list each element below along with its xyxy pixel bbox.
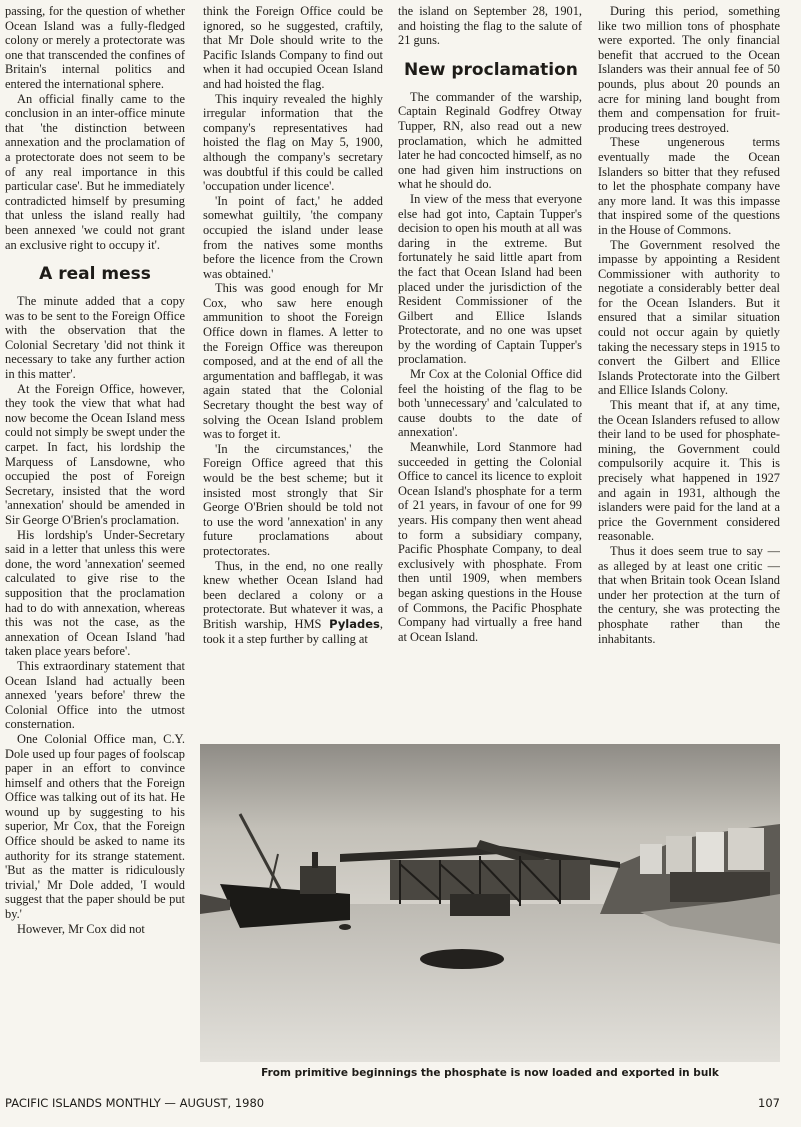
text-run: Thus, in the end, no one really knew whether Ocean Island had been declared a colony or a protectorate. But whatever it was, a British warship, HMS: [203, 558, 383, 631]
section-heading: New proclamation: [404, 59, 578, 80]
paragraph: Meanwhile, Lord Stanmore had succeeded in getting the Colonial Office to cancel its licence to exploit Ocean Island's phosphate for a term of 21 years, in favour of one for 99 years. His company then went ahead to form a subsidiary company, Pacific Phosphate Company, to deal exclusively with phosphate. From then until 1909, when members began asking questions in the House of Commons, the Pacific Phosphate Company had virtually a free hand at Ocean Island.: [398, 440, 582, 644]
paragraph: think the Foreign Office could be ignored, so he suggested, craftily, that Mr Dole should write to the Pacific Islands Company to find out when it had occupied Ocean Island and had hoisted the flag.: [203, 4, 383, 91]
harbour-photo: [200, 744, 780, 1062]
paragraph: During this period, something like two million tons of phosphate were exported. The only financial benefit that accrued to the Ocean Islanders was their annual fee of 50 pounds, plus about 20 pounds an acre for mining land bought from them and compensation for fruit-producing trees destroyed.: [598, 4, 780, 135]
paragraph: The Government resolved the impasse by appointing a Resident Commissioner with authority to negotiate a considerably better deal for the Ocean Islanders. But it ensured that a similar situation could not occur again by quietly taking the necessary steps in 1915 to convert the Gilbert and Ellice Islands Protectorate into the Gilbert and Ellice Islands Colony.: [598, 237, 780, 398]
ship-name: Pylades: [329, 616, 380, 631]
paragraph: passing, for the question of whether Ocean Island was a fully-fledged colony or merely a protectorate was one that transcended the confines of Britain's internal politics and entered the international sphere.: [5, 4, 185, 91]
paragraph: However, Mr Cox did not: [17, 921, 145, 936]
paragraph: This extraordinary statement that Ocean Island had actually been annexed 'years before' threw the Colonial Office into the utmost consternation.: [5, 658, 185, 732]
article-column-3: [398, 4, 582, 738]
paragraph: Mr Cox at the Colonial Office did feel the hoisting of the flag to be both 'unnecessary' and 'calculated to cause doubts to the date of annexation'.: [398, 367, 582, 440]
publication-info: PACIFIC ISLANDS MONTHLY — AUGUST, 1980: [5, 1096, 265, 1110]
paragraph: These ungenerous terms eventually made the Ocean Islanders so bitter that they refused to let the phosphate company have any more land. It was this impasse that inspired some of the questions in the House of Commons.: [598, 135, 780, 237]
section-heading: A real mess: [39, 264, 151, 285]
paragraph: At the Foreign Office, however, they took the view that what had now become the Ocean Island mess could not simply be swept under the carpet. In fact, his lordship the Marquess of Lansdowne, who occupied the post of Foreign Secretary, insisted that the word 'annexation' should be amended in Sir George O'Brien's proclamation.: [5, 381, 185, 527]
paragraph: The commander of the warship, Captain Reginald Godfrey Otway Tupper, RN, also read out a new proclamation, which he admitted later he had concocted himself, as no one had given him instructions on what he should do.: [398, 89, 582, 192]
article-column-1: [5, 4, 185, 1080]
paragraph: 'In the circumstances,' the Foreign Office agreed that this would be the best scheme; but it insisted most strongly that Sir George O'Brien should be told not to use the word 'annexation' in any future proclamations about protectorates.: [203, 441, 383, 558]
paragraph: In view of the mess that everyone else had got into, Captain Tupper's decision to open his mouth at all was daring in the extreme. But fortunately he said little apart from the fact that Ocean Island had been placed under the jurisdiction of the Resident Commissioner of the Gilbert and Ellice Islands Protectorate, and no one was upset by the wording of Captain Tupper's proclamation.: [398, 191, 582, 367]
paragraph: [203, 559, 383, 647]
paragraph: This meant that if, at any time, the Ocean Islanders refused to allow their land to be used for phosphate-mining, the Government could compulsorily acquire it. This is precisely what happened in 1927 and again in 1931, although the islanders were paid for the land at a price the Government considered reasonable.: [598, 398, 780, 544]
page-footer: [5, 1096, 780, 1110]
page-number: 107: [758, 1096, 780, 1110]
paragraph: This was good enough for Mr Cox, who saw here enough ammunition to shoot the Foreign Office down in flames. A letter to the Foreign Office was thereupon composed, and at the end of all the argumentation and bafflegab, it was again stated that the Colonial Secretary thought the best way of solving the Ocean Island problem was to forget it.: [203, 281, 383, 442]
paragraph: One Colonial Office man, C.Y. Dole used up four pages of foolscap paper in an effort to convince himself and others that the Foreign Office was talking out of its hat. He wound up by suggesting to his superior, Mr Cox, that the Foreign Office should be asked to name its authority for its strange statement. 'But as the matter is ridiculously trivial,' Mr Dole added, 'I would suggest that the paper should be put by.': [5, 731, 185, 922]
article-column-4: [598, 4, 780, 738]
paragraph: Thus it does seem true to say — as alleged by at least one critic — that when Britain took Ocean Island under her protection at the turn of the century, she was protecting the phosphate rather than the inhabitants.: [598, 543, 780, 646]
paragraph: The minute added that a copy was to be sent to the Foreign Office with the observation that the Colonial Secretary 'did not think it necessary to take any further action in this matter'.: [5, 294, 185, 382]
paragraph: the island on September 28, 1901, and hoisting the flag to the salute of 21 guns.: [398, 4, 582, 48]
text-run: , took it a step further by calling at: [203, 616, 383, 646]
paragraph: This inquiry revealed the highly irregular information that the company's representatives had hoisted the flag on May 5, 1900, although the company's secretary was doubtful if this could be called 'occupation under licence'.: [203, 91, 383, 194]
paragraph: His lordship's Under-Secretary said in a letter that unless this were done, the word 'annexation' seemed calculated to give rise to the supposition that the proclamation had to do with annexation, whereas this was not the case, as the annexation of Ocean Island 'had taken place years before'.: [5, 527, 185, 659]
article-column-2: [203, 4, 383, 748]
photo-caption: From primitive beginnings the phosphate is now loaded and exported in bulk: [261, 1067, 719, 1079]
paragraph: An official finally came to the conclusion in an inter-office minute that 'the distinction between annexation and the proclamation of a protectorate does not seem to be of any real importance in this particular case'. But he immediately contradicted himself by presuming that unless the island really had been annexed 'we could not grant an exclusive right to occupy it'.: [5, 91, 185, 252]
paragraph: 'In point of fact,' he added somewhat guiltily, 'the company occupied the island under lease from the natives some months before the licence from the Crown was obtained.': [203, 193, 383, 281]
